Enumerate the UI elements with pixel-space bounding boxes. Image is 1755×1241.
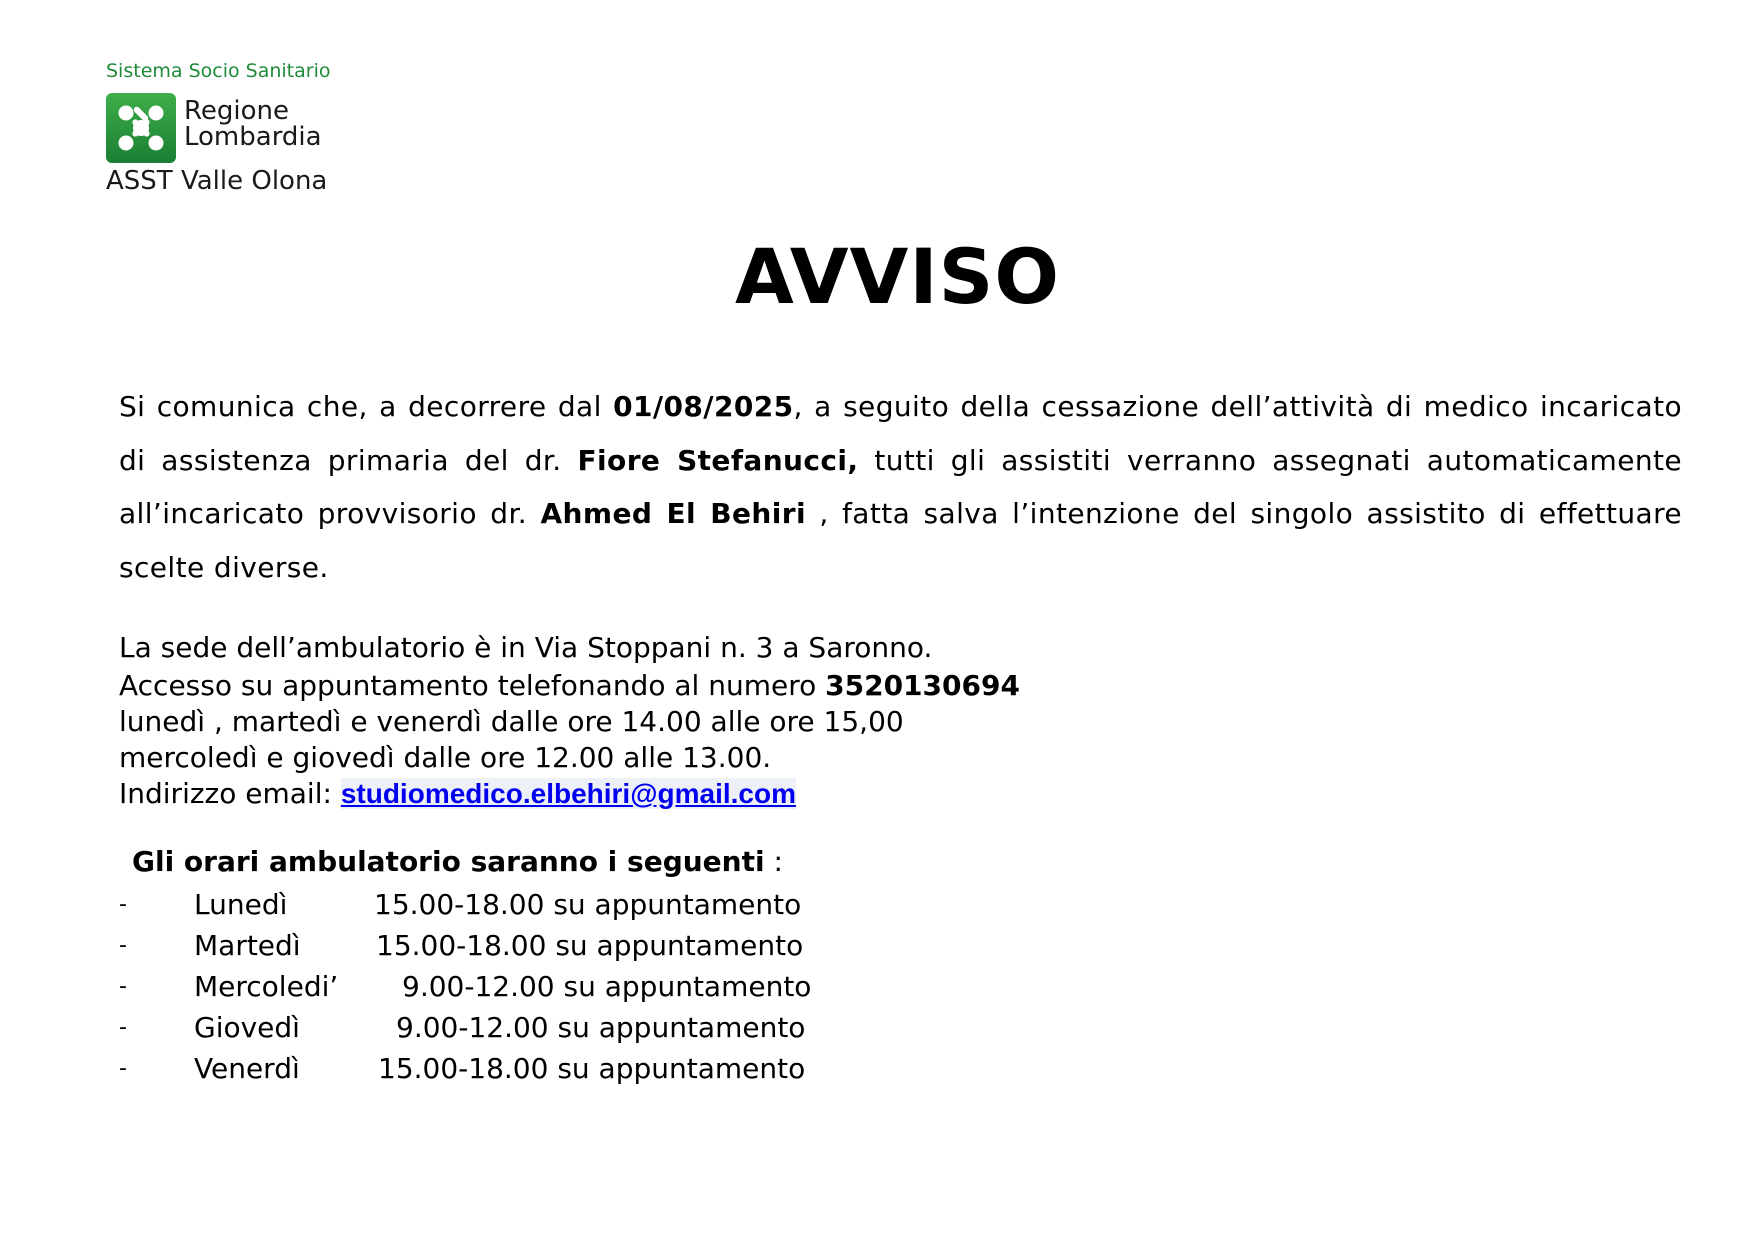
schedule-day: Mercoledi’ [194, 970, 339, 1003]
contact-info [119, 628, 1119, 812]
schedule-row-monday [119, 884, 919, 925]
clinic-address: La sede dell’ambulatorio è in Via Stoppani n. 3 a Saronno. [119, 631, 933, 664]
regione-lombardia-emblem-icon [106, 93, 176, 163]
list-dash: - [119, 892, 127, 917]
phone-line: Accesso su appuntamento telefonando al numero 3520130694 [119, 669, 1020, 702]
new-doctor-name: Ahmed El Behiri [540, 497, 806, 530]
logo-region-name: Regione Lombardia [184, 96, 322, 152]
schedule-time: 9.00-12.00 su appuntamento [402, 970, 812, 1003]
schedule-day: Lunedì [194, 888, 288, 921]
list-dash: - [119, 1015, 127, 1040]
schedule-time: 15.00-18.00 su appuntamento [374, 888, 802, 921]
schedule-day: Venerdì [194, 1052, 300, 1085]
schedule-row-tuesday [119, 925, 919, 966]
hours-title: Gli orari ambulatorio saranno i seguenti : [132, 845, 783, 878]
list-dash: - [119, 933, 127, 958]
logo-asst-name: ASST Valle Olona [106, 166, 328, 196]
phone-number: 3520130694 [825, 669, 1020, 702]
schedule-time: 9.00-12.00 su appuntamento [396, 1011, 806, 1044]
phone-hours-2: mercoledì e giovedì dalle ore 12.00 alle 13.00. [119, 741, 772, 774]
notice-paragraph: Si comunica che, a decorrere dal 01/08/2025, a seguito della cessazione dell’attività di medico incaricato di assistenza primaria del dr. Fiore Stefanucci, tutti gli assistiti verranno assegnati automaticamente all’incaricato provvisorio dr. Ahmed El Behiri , fatta salva l’intenzione del singolo assistito di effettuare scelte diverse. [119, 390, 1682, 584]
schedule-list [119, 884, 919, 1089]
schedule-row-thursday [119, 1007, 919, 1048]
list-dash: - [119, 1056, 127, 1081]
email-line: Indirizzo email: studiomedico.elbehiri@gmail.com [119, 777, 796, 810]
logo-system-label: Sistema Socio Sanitario [106, 60, 331, 82]
phone-hours-1: lunedì , martedì e venerdì dalle ore 14.00 alle ore 15,00 [119, 705, 904, 738]
list-dash: - [119, 974, 127, 999]
schedule-row-wednesday [119, 966, 919, 1007]
effective-date: 01/08/2025 [613, 390, 794, 423]
schedule-day: Giovedì [194, 1011, 300, 1044]
schedule-row-friday [119, 1048, 919, 1089]
former-doctor-name: Fiore Stefanucci, [577, 443, 859, 477]
page-title: AVVISO [735, 232, 1060, 321]
logo [106, 60, 366, 200]
schedule-time: 15.00-18.00 su appuntamento [378, 1052, 806, 1085]
email-link[interactable]: studiomedico.elbehiri@gmail.com [340, 778, 796, 809]
schedule-time: 15.00-18.00 su appuntamento [376, 929, 804, 962]
schedule-day: Martedì [194, 929, 301, 962]
